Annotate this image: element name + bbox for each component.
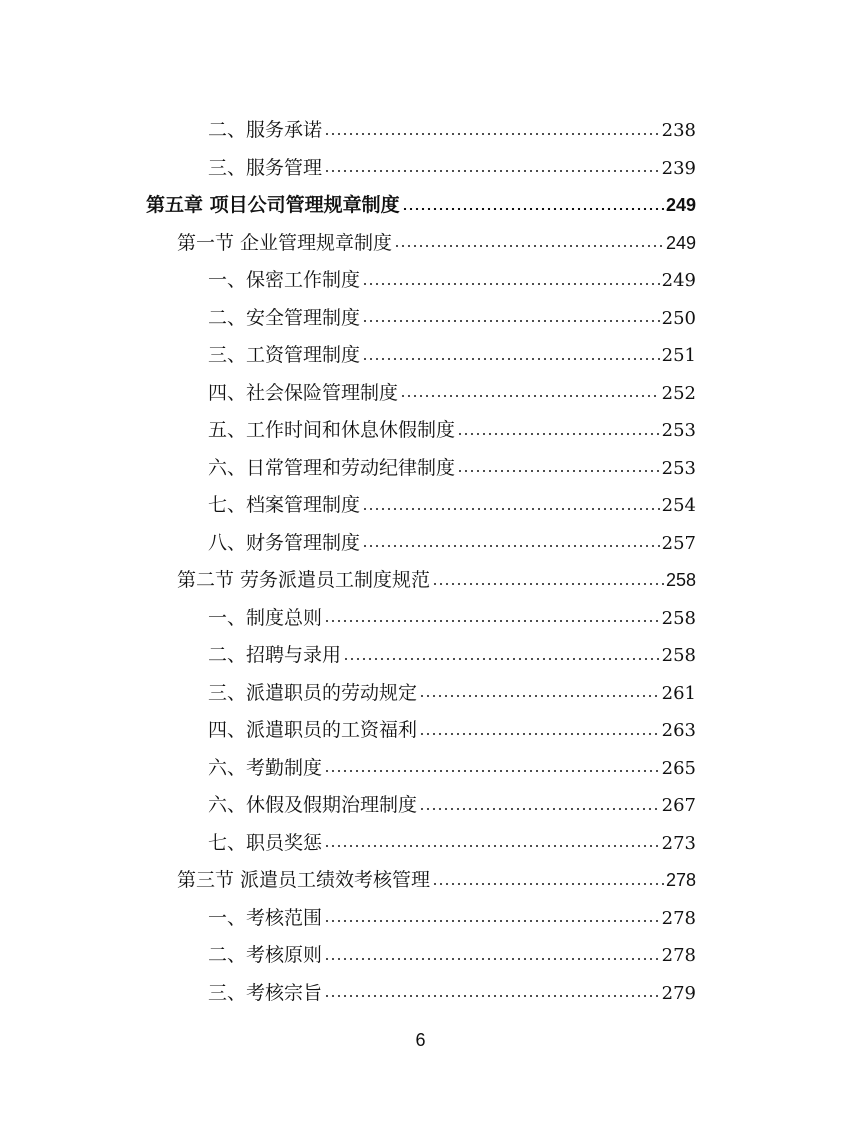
toc-entry[interactable] [0, 600, 696, 638]
dot-leader [324, 995, 660, 997]
toc-entry-page: 261 [661, 682, 696, 704]
toc-entry-title: 六、考勤制度 [208, 756, 323, 779]
toc-entry-title: 六、日常管理和劳动纪律制度 [208, 456, 456, 479]
dot-leader [457, 470, 660, 472]
toc-entry[interactable] [0, 487, 696, 525]
dot-leader [324, 958, 660, 960]
dot-leader [419, 695, 660, 697]
toc-entry-page: 254 [661, 495, 696, 516]
dot-leader [457, 433, 660, 435]
toc-entry-title: 一、考核范围 [208, 906, 323, 929]
dot-leader [432, 583, 664, 585]
toc-entry-title: 三、服务管理 [208, 156, 323, 179]
toc-entry-page: 257 [661, 532, 696, 554]
toc-entry-title: 七、档案管理制度 [208, 494, 361, 516]
dot-leader [324, 770, 660, 772]
dot-leader [419, 808, 660, 810]
dot-leader [400, 395, 660, 397]
dot-leader [324, 920, 660, 922]
dot-leader [394, 245, 664, 247]
toc-entry-title: 二、服务承诺 [208, 119, 323, 141]
toc-entry-title: 五、工作时间和休息休假制度 [208, 419, 456, 441]
dot-leader [343, 658, 660, 660]
toc-entry-page: 265 [661, 757, 696, 779]
dot-leader [419, 733, 660, 735]
toc-entry-page: 258 [665, 570, 696, 590]
toc-entry-title: 二、考核原则 [208, 944, 323, 966]
toc-entry-title: 四、派遣职员的工资福利 [208, 719, 418, 741]
toc-entry[interactable] [0, 412, 696, 450]
toc-entry-title: 六、休假及假期治理制度 [208, 794, 418, 816]
toc-entry[interactable] [0, 637, 696, 675]
dot-leader [324, 845, 660, 847]
toc-entry-page: 258 [661, 607, 696, 629]
toc-entry-page: 278 [661, 945, 696, 966]
dot-leader [324, 170, 660, 172]
toc-entry-title: 一、保密工作制度 [208, 269, 361, 291]
toc-entry-title: 二、招聘与录用 [208, 644, 342, 666]
toc-entry-page: 278 [665, 870, 696, 890]
toc-entry[interactable] [0, 112, 696, 150]
toc-entry[interactable] [0, 975, 696, 1013]
toc-entry[interactable] [0, 300, 696, 338]
toc-entry-title: 第二节 劳务派遣员工制度规范 [177, 569, 431, 591]
toc-entry-page: 279 [661, 982, 696, 1004]
toc-entry-title: 三、派遣职员的劳动规定 [208, 681, 418, 704]
toc-entry[interactable] [0, 150, 696, 188]
toc-entry[interactable] [0, 825, 696, 863]
toc-entry-page: 249 [665, 195, 696, 215]
toc-entry-page: 252 [661, 382, 696, 404]
toc-entry-page: 278 [661, 907, 696, 929]
toc-entry-page: 238 [661, 120, 696, 141]
toc-entry-title: 七、职员奖惩 [208, 831, 323, 854]
toc-entry[interactable] [0, 337, 696, 375]
toc-entry-title: 四、社会保险管理制度 [208, 381, 399, 404]
toc-entry[interactable] [0, 937, 696, 975]
dot-leader [362, 358, 660, 360]
toc-entry[interactable] [0, 787, 696, 825]
toc-entry-page: 250 [661, 307, 696, 329]
dot-leader [362, 508, 660, 510]
toc-entry-title: 一、制度总则 [208, 606, 323, 629]
toc-chapter-entry[interactable] [0, 187, 696, 225]
toc-entry-title: 三、考核宗旨 [208, 981, 323, 1004]
toc-entry-title: 八、财务管理制度 [208, 531, 361, 554]
toc-entry-page: 249 [661, 270, 696, 291]
toc-entry[interactable] [0, 750, 696, 788]
toc-entry-page: 258 [661, 645, 696, 666]
toc-entry[interactable] [0, 262, 696, 300]
toc-entry-title: 二、安全管理制度 [208, 306, 361, 329]
toc-entry-title: 第三节 派遣员工绩效考核管理 [177, 869, 431, 891]
toc-entry-page: 253 [661, 420, 696, 441]
toc-entry-page: 249 [665, 232, 696, 253]
toc-entry-title: 第一节 企业管理规章制度 [177, 231, 393, 254]
dot-leader [362, 283, 660, 285]
toc-entry-page: 267 [661, 795, 696, 816]
dot-leader [362, 320, 660, 322]
toc-entry-title: 三、工资管理制度 [208, 344, 361, 366]
toc-section-entry[interactable] [0, 862, 696, 900]
dot-leader [432, 883, 664, 885]
toc-entry[interactable] [0, 525, 696, 563]
toc-entry-page: 251 [661, 345, 696, 366]
toc-entry[interactable] [0, 375, 696, 413]
toc-section-entry[interactable] [0, 225, 696, 263]
toc-entry-page: 253 [661, 457, 696, 479]
toc-entry[interactable] [0, 712, 696, 750]
toc-entry[interactable] [0, 450, 696, 488]
toc-entry-page: 273 [661, 832, 696, 854]
dot-leader [324, 620, 660, 622]
toc-section-entry[interactable] [0, 562, 696, 600]
page-number: 6 [415, 1030, 426, 1050]
dot-leader [362, 545, 660, 547]
dot-leader [324, 133, 660, 135]
toc-entry[interactable] [0, 900, 696, 938]
dot-leader [402, 208, 664, 210]
toc-entry[interactable] [0, 675, 696, 713]
table-of-contents [0, 112, 841, 1012]
toc-entry-page: 263 [661, 720, 696, 741]
toc-entry-page: 239 [661, 157, 696, 179]
toc-entry-title: 第五章 项目公司管理规章制度 [146, 194, 400, 216]
